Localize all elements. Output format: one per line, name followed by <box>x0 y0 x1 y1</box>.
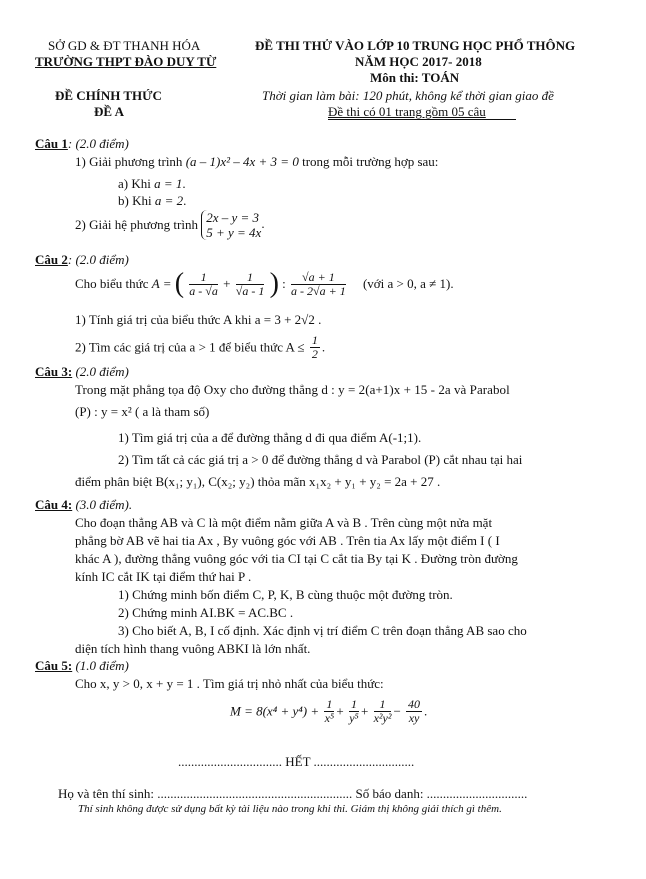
q1-points: : (2.0 điểm) <box>67 136 129 151</box>
header-left-2: TRƯỜNG THPT ĐÀO DUY TỪ <box>35 54 217 69</box>
q4-part3a: 3) Cho biết A, B, I cố định. Xác định vị trí điểm C trên đoạn thẳng AB sao cho <box>118 623 527 638</box>
q1-a-eq: a = 1 <box>154 176 183 191</box>
q2-part2: 2) Tìm các giá trị của a > 1 để biểu thức A ≤ $\frac{1}{2}$ . <box>75 333 326 361</box>
q2-label: Câu 2 <box>35 252 68 267</box>
q4-line1: Cho đoạn thẳng AB và C là một điểm nằm giữa A và B . Trên cùng một nửa mặt <box>75 515 493 530</box>
q1-p1-text: 1) Giải phương trình <box>75 154 183 169</box>
header-right-1: ĐỀ THI THỬ VÀO LỚP 10 TRUNG HỌC PHỔ THÔNG <box>255 38 576 53</box>
q3-label: Câu 3: <box>35 364 73 379</box>
q5-label: Câu 5: <box>35 658 73 673</box>
q3-part2b: điểm phân biệt B(x₁; y₁), C(x₂; y₂) thỏa mãn x₁x₂ + y₁ + y₂ = 2a + 27 . <box>75 474 441 489</box>
header-right-2: NĂM HỌC 2017- 2018 <box>355 54 482 69</box>
header-code: ĐỀ A <box>94 104 124 119</box>
q3-points: (2.0 điểm) <box>72 364 129 379</box>
header-official: ĐỀ CHÍNH THỨC <box>55 88 162 103</box>
q2-A: A = <box>151 276 172 291</box>
q4-part1: 1) Chứng minh bốn điểm C, P, K, B cùng thuộc một đường tròn. <box>118 587 453 602</box>
q2-frac-3: $\frac{√a + 1}{a - 2√a + 1}$ <box>291 269 346 298</box>
q2-half: $\frac{1}{2}$ <box>311 333 318 361</box>
header-time: Thời gian làm bài: 120 phút, không kể thời gian giao đề <box>262 88 554 103</box>
candidate-info: Họ và tên thí sinh: ............................................................ Số báo danh: ............................... <box>58 786 528 801</box>
q4-points: (3.0 điểm). <box>72 497 133 512</box>
q5-frac-c: $\frac{1}{\text{x²y²}}$ <box>373 697 392 725</box>
q5-heading <box>35 658 129 674</box>
q1-part-a: a) Khi a = 1. <box>118 176 186 191</box>
q4-line4: kính IC cắt IK tại điểm thứ hai P . <box>75 569 252 584</box>
q2-heading <box>35 252 129 268</box>
q2-frac-2: $\frac{1}{√a - 1}$ <box>235 269 265 298</box>
q4-line2: phẳng bờ AB vẽ hai tia Ax , By vuông góc với AB . Trên tia Ax lấy một điểm I ( I <box>75 533 500 548</box>
q3-part2a: 2) Tìm tất cả các giá trị a > 0 để đường thẳng d và Parabol (P) cắt nhau tại hai <box>118 452 523 467</box>
q5-frac-b: $\frac{1}{\text{y⁵}}$ <box>349 697 359 725</box>
q1-label: Câu 1 <box>35 136 68 151</box>
q2-frac-1: $\frac{1}{a - √a}$ <box>189 269 218 298</box>
q1-p1-eq: (a – 1)x² – 4x + 3 = 0 <box>185 154 299 169</box>
q5-frac-a: $\frac{1}{\text{x⁵}}$ <box>324 697 335 725</box>
header-left-1: SỞ GD & ĐT THANH HÓA <box>48 38 201 53</box>
end-marker: ................................ HẾT ............................... <box>178 754 415 769</box>
q5-frac-d: $\frac{40}{xy}$ <box>408 697 421 725</box>
q4-label: Câu 4: <box>35 497 73 512</box>
q1-sys-eq1: 2x – y = 3 <box>206 210 260 225</box>
q2-part1: 1) Tính giá trị của biểu thức A khi a = 3 + 2√2 . <box>75 312 322 327</box>
q1-a-text: a) Khi <box>118 176 151 191</box>
q2-p2-text: 2) Tìm các giá trị của a > 1 để biểu thức A ≤ <box>75 339 305 355</box>
header-subject: Môn thi: TOÁN <box>370 70 460 85</box>
q5-line1: Cho x, y > 0, x + y = 1 . Tìm giá trị nhỏ nhất của biểu thức: <box>75 676 384 691</box>
q2-expression: Cho biểu thức A = ( $\frac{1}{a - √a}$ + $\frac{1}{√a - 1}$ ) : $\frac{√a + 1}{a - 2√a + 1}$ (với a > 0, a ≠ 1). <box>75 268 454 299</box>
q1-part1 <box>75 154 438 170</box>
q3-line2: (P) : y = x² ( a là tham số) <box>75 404 210 419</box>
q3-heading <box>35 364 129 380</box>
q5-m-start: M = 8(x⁴ + y⁴) + <box>230 703 320 719</box>
q1-p2-text: 2) Giải hệ phương trình <box>75 217 198 232</box>
header-pages-underline <box>328 119 516 120</box>
q3-line1: Trong mặt phẳng tọa độ Oxy cho đường thẳng d : y = 2(a+1)x + 15 - 2a và Parabol <box>75 382 510 397</box>
q4-heading <box>35 497 132 513</box>
q2-points: : (2.0 điểm) <box>67 252 129 267</box>
q2-condition: (với a > 0, a ≠ 1). <box>362 276 454 291</box>
q2-intro: Cho biểu thức <box>75 276 149 291</box>
q1-sys-eq2: 5 + y = 4x <box>206 225 262 240</box>
q1-part2: 2) Giải hệ phương trình 2x – y = 3 5 + y = 4x . <box>75 210 265 240</box>
q1-part-b: b) Khi a = 2. <box>118 193 187 208</box>
q1-heading <box>35 136 129 152</box>
q1-b-eq: a = 2 <box>154 193 184 208</box>
q4-part2: 2) Chứng minh AI.BK = AC.BC . <box>118 605 294 620</box>
q3-part1: 1) Tìm giá trị của a để đường thẳng d đi qua điểm A(-1;1). <box>118 430 422 445</box>
q5-points: (1.0 điểm) <box>72 658 129 673</box>
footer-note: Thí sinh không được sử dụng bất kỳ tài liệu nào trong khi thi. Giám thị không giải thích gì thêm. <box>78 803 502 815</box>
q1-p1-tail: trong mỗi trường hợp sau: <box>302 154 439 169</box>
q5-expression: M = 8(x⁴ + y⁴) + $\frac{1}{\text{x⁵}}$ + $\frac{1}{\text{y⁵}}$ + $\frac{1}{\text{x²y²}}$ − $\frac{40}{xy}$ . <box>230 697 428 725</box>
q4-part3b: diện tích hình thang vuông ABKI là lớn nhất. <box>75 641 311 656</box>
q1-b-text: b) Khi <box>118 193 152 208</box>
q1-system <box>201 210 261 240</box>
q4-line3: khác A ), đường thẳng vuông góc với tia CI tại C cắt tia By tại K . Đường tròn đường <box>75 551 518 566</box>
header-pages: Đề thi có 01 trang gồm 05 câu <box>328 104 486 119</box>
